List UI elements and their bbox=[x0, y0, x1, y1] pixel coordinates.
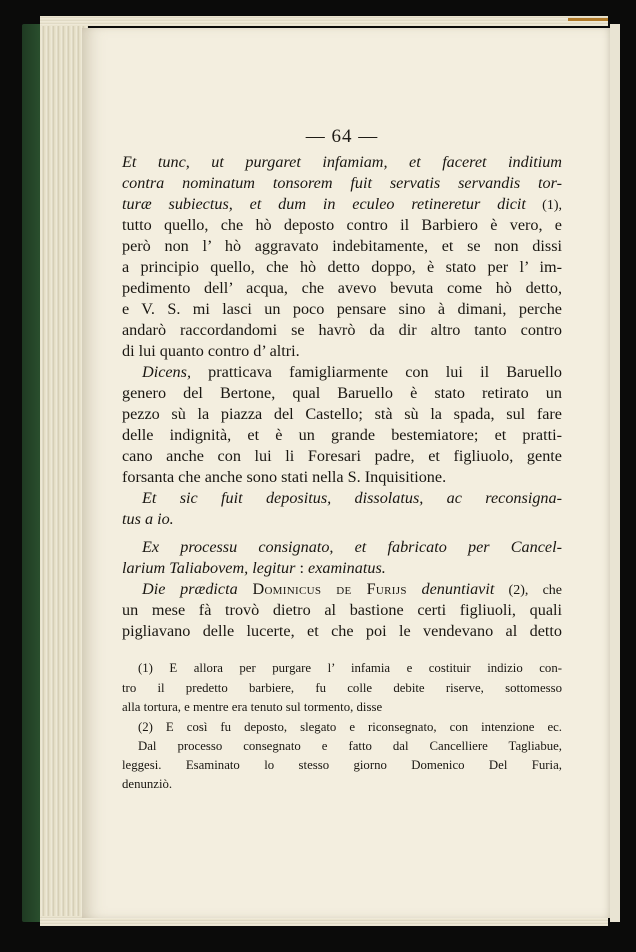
italic-text: Et tunc, ut purgaret infamiam, et faceret inditium bbox=[122, 153, 562, 171]
roman-text: forsanta che anche sono stati nella S. Inquisitione. bbox=[122, 468, 447, 486]
page-block-edges bbox=[40, 20, 88, 924]
roman-text: un mese fà trovò dietro al bastione certi figliuoli, quali bbox=[122, 601, 562, 619]
text-line bbox=[122, 236, 562, 256]
footnote-line: (2) E così fu deposto, slegato e riconsegnato, con intenzione ec. bbox=[138, 720, 562, 734]
roman-text: e V. S. mi lasci un poco pensare sino à dimani, perche bbox=[122, 300, 562, 318]
footnote-line: denunziò. bbox=[122, 777, 173, 791]
roman-text: tutto quello, che hò deposto contro il Barbiero è vero, e bbox=[122, 216, 562, 234]
text-line bbox=[122, 257, 562, 277]
italic-text: Dicens, bbox=[142, 363, 191, 381]
next-page-edge bbox=[610, 24, 620, 922]
text-line bbox=[122, 579, 562, 601]
italic-text: Et sic fuit depositus, dissolatus, ac reconsigna- bbox=[142, 489, 562, 507]
text-line bbox=[122, 278, 562, 298]
roman-text bbox=[238, 580, 253, 598]
text-line bbox=[122, 537, 562, 557]
page-block-top bbox=[40, 16, 608, 26]
text-line bbox=[122, 341, 562, 361]
footnote-ref: (2), che bbox=[494, 583, 563, 598]
text-line bbox=[122, 558, 562, 578]
text-line bbox=[122, 320, 562, 340]
footnote-ref: (1), bbox=[525, 198, 562, 213]
roman-text: cano anche con lui li Foresari padre, et figliuolo, gente bbox=[122, 447, 562, 465]
italic-text: tus a io. bbox=[122, 510, 174, 528]
roman-text: genero del Bertone, qual Baruello è stato retirato un bbox=[122, 384, 562, 402]
footnote-line: leggesi. Esaminato lo stesso giorno Domenico Del Furia, bbox=[122, 758, 562, 772]
roman-text: pratticava famigliarmente con lui il Baruello bbox=[191, 363, 562, 381]
text-line bbox=[122, 194, 562, 216]
small-caps-name: Dominicus de Furijs bbox=[252, 580, 407, 598]
footnote-line: tro il predetto barbiere, fu colle debite riserve, sottomesso bbox=[122, 681, 562, 695]
text-line bbox=[122, 509, 562, 529]
roman-text bbox=[407, 580, 422, 598]
roman-text: pedimento dell’ acqua, che avevo bevuta come hò detto, bbox=[122, 279, 562, 297]
text-line bbox=[122, 404, 562, 424]
text-line bbox=[122, 383, 562, 403]
roman-text: di lui quanto contro d’ altri. bbox=[122, 342, 300, 360]
roman-text: pezzo sù la piazza del Castello; stà sù la spada, sul fare bbox=[122, 405, 562, 423]
text-line bbox=[122, 299, 562, 319]
text-line bbox=[122, 152, 562, 172]
text-line bbox=[122, 425, 562, 445]
footnote-line: Dal processo consegnato e fatto dal Cancelliere Tagliabue, bbox=[138, 739, 562, 753]
roman-text: a principio quello, che hò detto doppo, è stato per l’ im- bbox=[122, 258, 562, 276]
text-line bbox=[122, 621, 562, 641]
footnote-line: alla tortura, e mentre era tenuto sul tormento, disse bbox=[122, 700, 383, 714]
italic-text: turæ subiectus, et dum in eculeo retineretur dicit bbox=[122, 195, 526, 213]
italic-text: Ex processu consignato, et fabricato per Cancel- bbox=[142, 538, 562, 556]
italic-text: contra nominatum tonsorem fuit servatis servandis tor- bbox=[122, 174, 562, 192]
text-line bbox=[122, 362, 562, 382]
text-line bbox=[122, 173, 562, 193]
text-line bbox=[122, 600, 562, 620]
text-line bbox=[122, 446, 562, 466]
text-line bbox=[122, 467, 562, 487]
footnote-line: (1) E allora per purgare l’ infamia e costituir indizio con- bbox=[138, 661, 562, 675]
roman-text: però non l’ hò aggravato indebitamente, et se non dissi bbox=[122, 237, 562, 255]
roman-text: delle indignità, et è un grande bestemiatore; et pratti- bbox=[122, 426, 562, 444]
gilt-edge bbox=[568, 18, 608, 21]
roman-text: andarò raccordandomi se havrò da dir altro tanto contro bbox=[122, 321, 562, 339]
page-number: — 64 — bbox=[305, 126, 379, 147]
italic-text: larium Taliabovem, legitur bbox=[122, 559, 296, 577]
text-line bbox=[122, 215, 562, 235]
italic-text: Die prædicta bbox=[142, 580, 238, 598]
roman-text: pigliavano delle lucerte, et che poi le vendevano al detto bbox=[122, 622, 562, 640]
italic-text: denuntiavit bbox=[421, 580, 495, 598]
roman-text: : bbox=[295, 559, 309, 577]
italic-text: examinatus. bbox=[308, 559, 386, 577]
text-line bbox=[122, 488, 562, 508]
